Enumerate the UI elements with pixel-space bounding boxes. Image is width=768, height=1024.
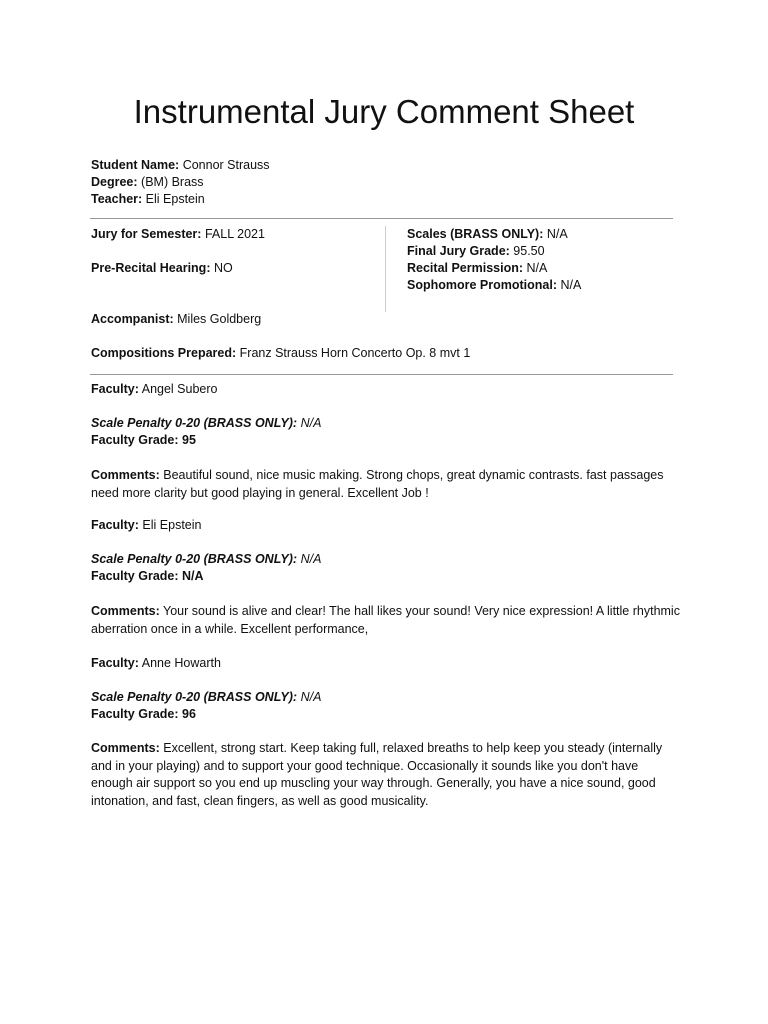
prerecital-value: NO: [213, 261, 233, 275]
faculty-grade-label: Faculty Grade:: [91, 569, 179, 583]
sophomore-label: Sophomore Promotional:: [407, 278, 557, 292]
page-title: Instrumental Jury Comment Sheet: [133, 93, 635, 130]
teacher-row: [91, 191, 205, 208]
scales-row: [407, 226, 568, 243]
faculty-grade-label: Faculty Grade:: [91, 707, 179, 721]
scale-penalty-row: [91, 551, 321, 568]
compositions-label: Compositions Prepared:: [91, 346, 237, 360]
faculty-name: Angel Subero: [141, 382, 218, 396]
recital-permission-label: Recital Permission:: [407, 261, 524, 275]
faculty-grade-label: Faculty Grade:: [91, 433, 179, 447]
accompanist-value: Miles Goldberg: [177, 312, 262, 326]
comments-text: Your sound is alive and clear! The hall likes your sound! Very nice expression! A little rhythmic aberration once in a while. Excellent performance,: [91, 604, 680, 636]
faculty-grade-value: N/A: [182, 569, 204, 583]
teacher-value: Eli Epstein: [145, 192, 205, 206]
faculty-grade-row: [91, 432, 196, 449]
scales-value: N/A: [546, 227, 568, 241]
comments-label: Comments:: [91, 468, 160, 482]
semester-row: [91, 226, 265, 243]
scale-penalty-label: Scale Penalty 0-20 (BRASS ONLY):: [91, 690, 298, 704]
semester-label: Jury for Semester:: [91, 227, 202, 241]
comments-text: Beautiful sound, nice music making. Strong chops, great dynamic contrasts. fast passages need more clarity but good playing in general. Excellent Job !: [91, 468, 664, 500]
scale-penalty-row: [91, 415, 321, 432]
semester-value: FALL 2021: [204, 227, 265, 241]
scale-penalty-value: N/A: [300, 416, 322, 430]
comments-block: [91, 603, 681, 638]
final-grade-row: [407, 243, 545, 260]
faculty-name: Anne Howarth: [141, 656, 221, 670]
comments-text: Excellent, strong start. Keep taking full, relaxed breaths to help keep you steady (internally and in your playing) and to support your good technique. Occasionally it sounds like you don't have enough air support so you end up muscling your way through. Generally, you have a nice sound, good intonation, and fast, clean fingers, as well as good musicality.: [91, 741, 663, 808]
degree-row: [91, 174, 204, 191]
sophomore-value: N/A: [560, 278, 582, 292]
accompanist-row: [91, 311, 261, 328]
recital-permission-value: N/A: [526, 261, 548, 275]
faculty-label: Faculty:: [91, 518, 139, 532]
prerecital-row: [91, 260, 233, 277]
scale-penalty-row: [91, 689, 321, 706]
scale-penalty-value: N/A: [300, 552, 322, 566]
scale-penalty-label: Scale Penalty 0-20 (BRASS ONLY):: [91, 416, 298, 430]
student-name-row: [91, 157, 270, 174]
comments-label: Comments:: [91, 741, 160, 755]
scales-label: Scales (BRASS ONLY):: [407, 227, 544, 241]
faculty-name-row: [91, 655, 221, 672]
faculty-grade-value: 95: [182, 433, 196, 447]
student-name-value: Connor Strauss: [182, 158, 270, 172]
final-grade-value: 95.50: [513, 244, 545, 258]
accompanist-label: Accompanist:: [91, 312, 174, 326]
faculty-grade-row: [91, 568, 204, 585]
scale-penalty-label: Scale Penalty 0-20 (BRASS ONLY):: [91, 552, 298, 566]
comments-block: [91, 740, 681, 810]
compositions-row: [91, 345, 470, 362]
column-divider: [385, 226, 386, 312]
teacher-label: Teacher:: [91, 192, 143, 206]
faculty-label: Faculty:: [91, 382, 139, 396]
compositions-value: Franz Strauss Horn Concerto Op. 8 mvt 1: [239, 346, 471, 360]
degree-label: Degree:: [91, 175, 138, 189]
faculty-name-row: [91, 381, 218, 398]
divider-middle: [90, 374, 673, 375]
recital-permission-row: [407, 260, 547, 277]
student-name-label: Student Name:: [91, 158, 180, 172]
scale-penalty-value: N/A: [300, 690, 322, 704]
prerecital-label: Pre-Recital Hearing:: [91, 261, 211, 275]
degree-value: (BM) Brass: [141, 175, 204, 189]
faculty-grade-value: 96: [182, 707, 196, 721]
faculty-label: Faculty:: [91, 656, 139, 670]
comments-block: [91, 467, 681, 502]
faculty-name-row: [91, 517, 201, 534]
faculty-grade-row: [91, 706, 196, 723]
faculty-name: Eli Epstein: [142, 518, 202, 532]
comments-label: Comments:: [91, 604, 160, 618]
sophomore-row: [407, 277, 581, 294]
divider-top: [90, 218, 673, 219]
final-grade-label: Final Jury Grade:: [407, 244, 510, 258]
